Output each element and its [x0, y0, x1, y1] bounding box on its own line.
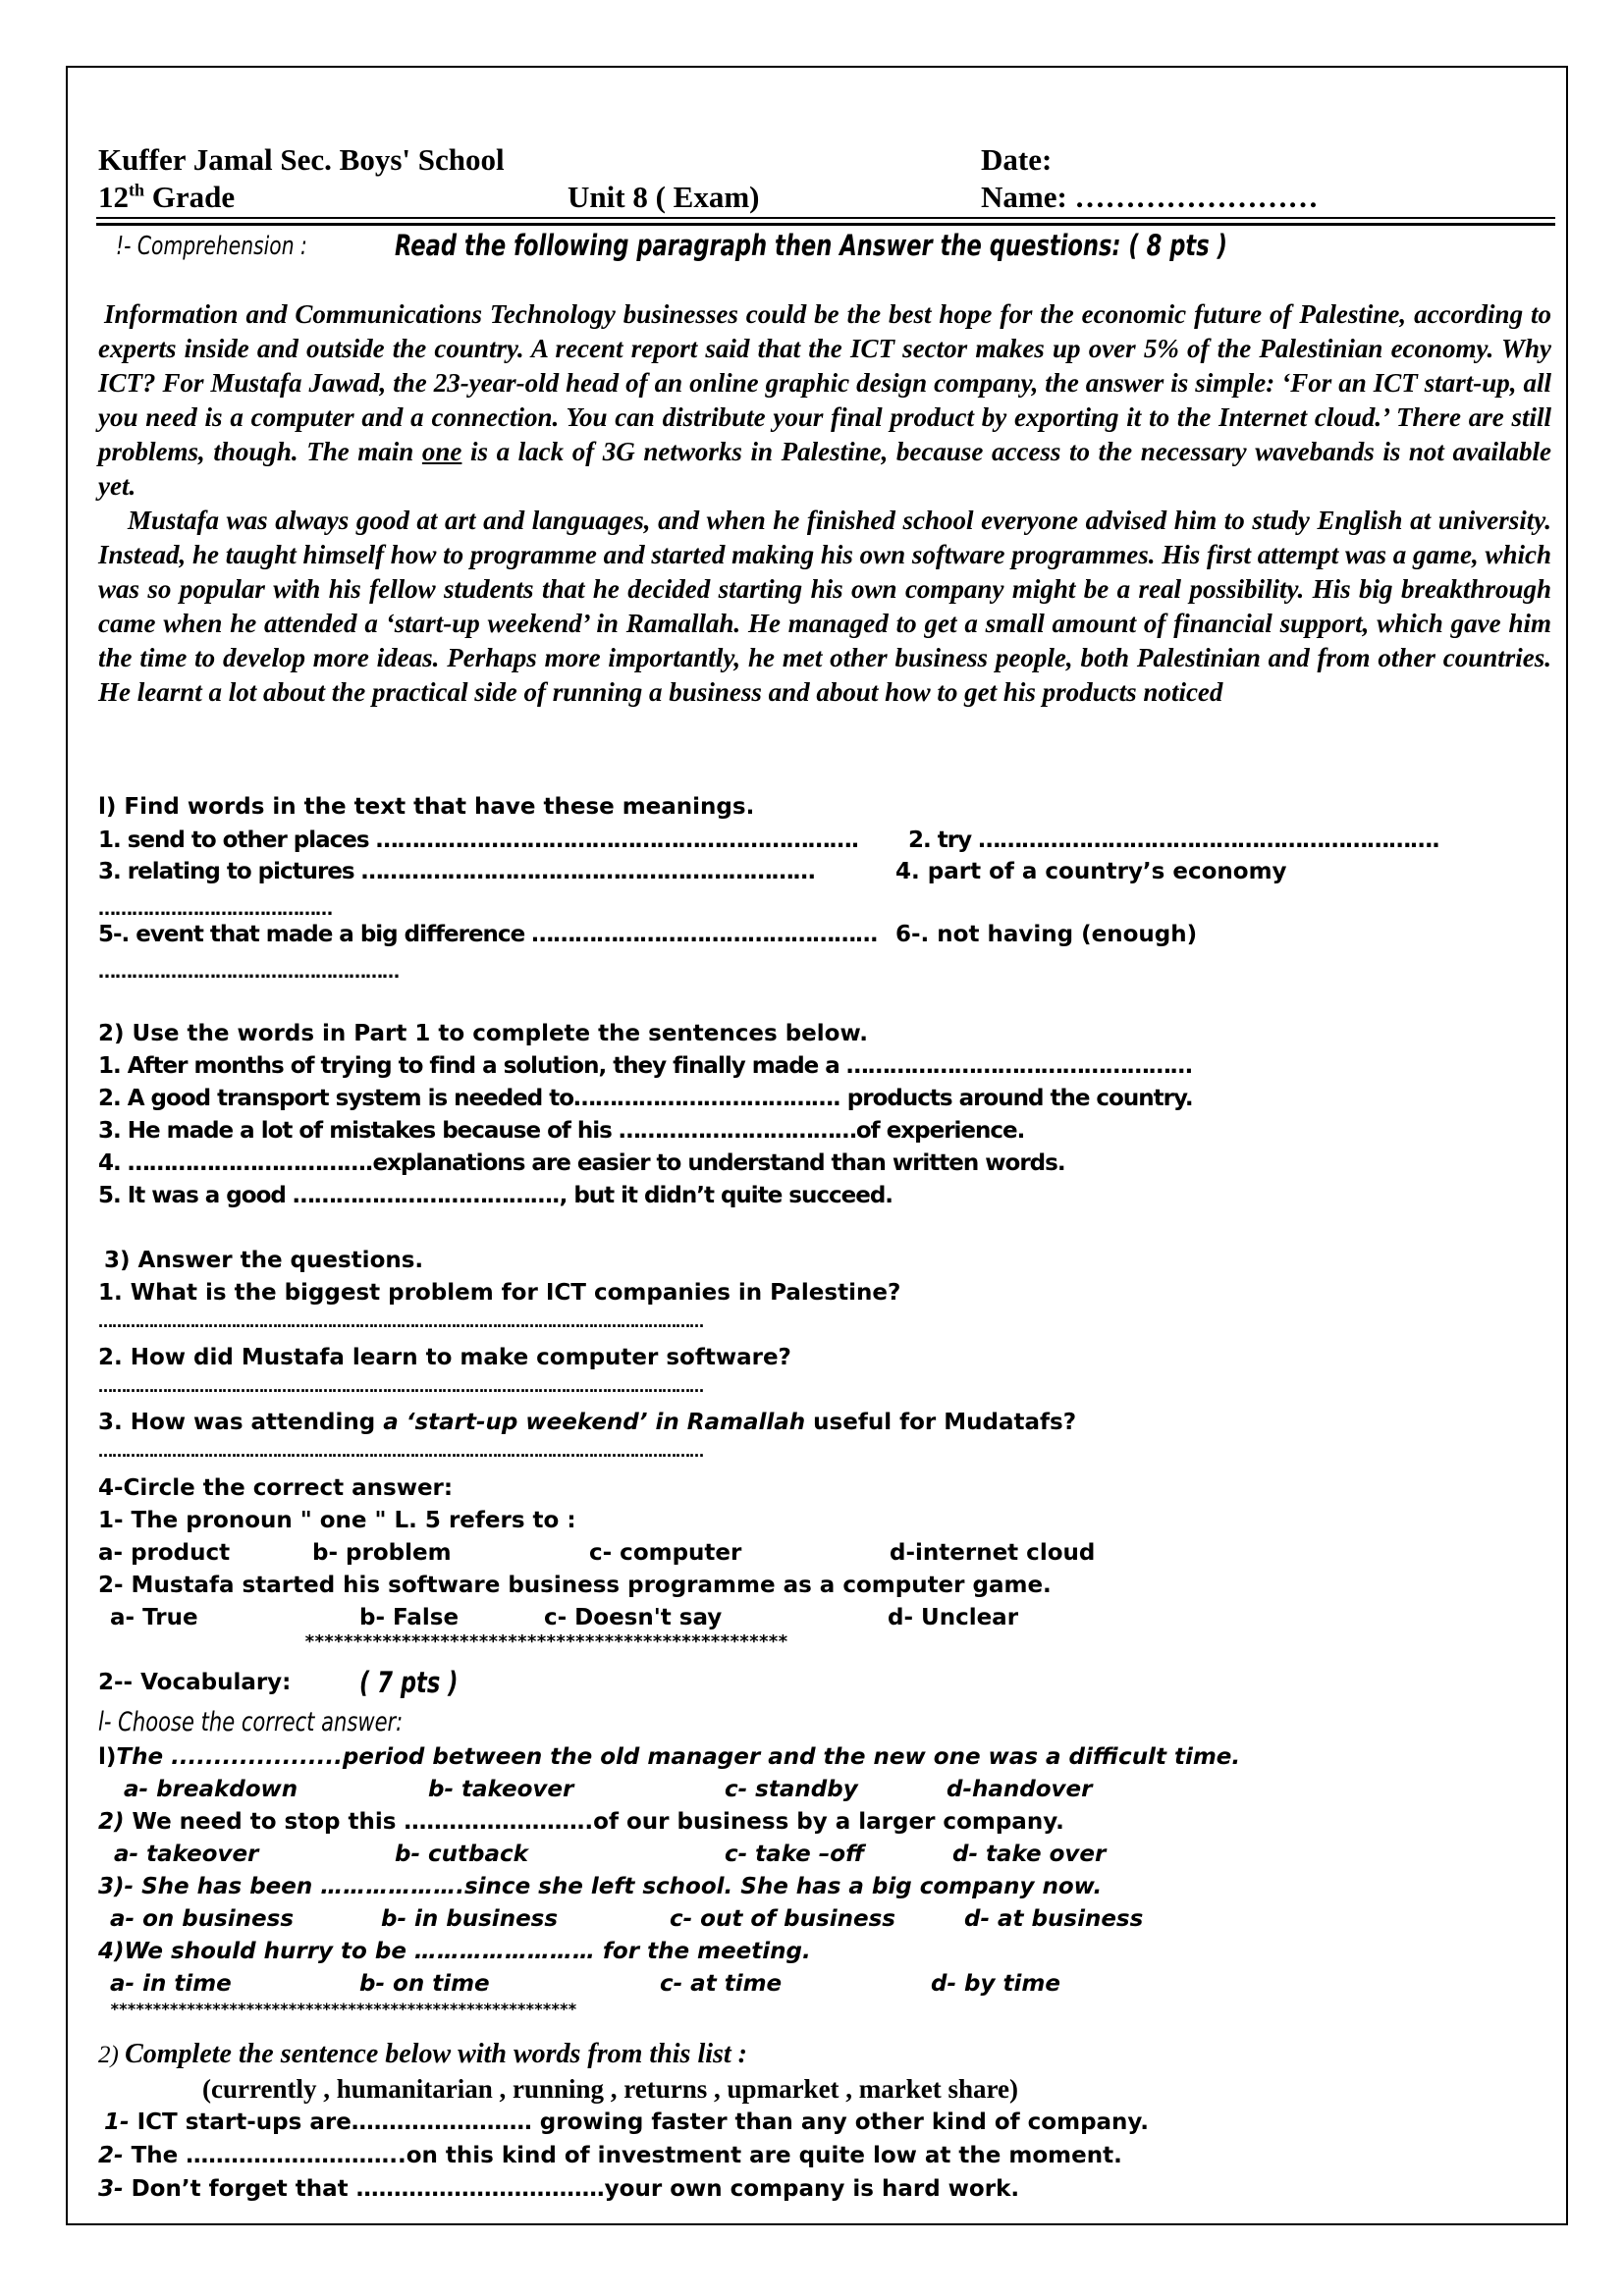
vocab-q2-option-d[interactable]: d- take over: [952, 1842, 1107, 1867]
complete-sentence-1: 1- ICT start-ups are…………………… growing faster than any other kind of company.: [104, 2109, 1150, 2135]
grade-label: 12th Grade: [98, 180, 236, 214]
vocab-q4-option-a[interactable]: a- in time: [110, 1971, 232, 1997]
part3-answer-line-2: ……………………………………………………………………………………………………………………: [98, 1378, 703, 1396]
name-label: Name: ……………………: [981, 180, 1319, 214]
part3-question-3: 3. How was attending a ‘start-up weekend’ in Ramallah useful for Mudatafs?: [98, 1410, 1077, 1435]
part4-question-2: 2- Mustafa started his software business programme as a computer game.: [98, 1573, 1052, 1598]
vocab-q4-option-b[interactable]: b- on time: [359, 1971, 490, 1997]
vocab-question-3: 3)- She has been ……………….since she left school. She has a big company now.: [98, 1874, 1103, 1899]
vocab-q1-option-c[interactable]: c- standby: [725, 1777, 858, 1802]
part4-q1-option-b[interactable]: b- problem: [312, 1540, 452, 1566]
vocab-q2-option-c[interactable]: c- take –off: [725, 1842, 865, 1867]
vocab-q1-option-b[interactable]: b- takeover: [428, 1777, 574, 1802]
part2-sentence-2: 2. A good transport system is needed to………………………………. products around the country.: [98, 1086, 1193, 1111]
part3-question-2: 2. How did Mustafa learn to make computer software?: [98, 1345, 791, 1370]
vocab-q2-option-a[interactable]: a- takeover: [114, 1842, 259, 1867]
vocab-q3-option-d[interactable]: d- at business: [964, 1906, 1144, 1932]
reading-passage: [98, 297, 1551, 710]
vocabulary-label: 2-- Vocabulary:: [98, 1670, 292, 1695]
part1-item-4: 4. part of a country’s economy: [895, 859, 1287, 884]
part4-q2-option-a[interactable]: a- True: [110, 1605, 198, 1630]
vocab-q3-option-c[interactable]: c- out of business: [670, 1906, 895, 1932]
vocab-q3-option-b[interactable]: b- in business: [381, 1906, 559, 1932]
comprehension-instruction: Read the following paragraph then Answer the questions: ( 8 pts ): [395, 229, 1227, 262]
header-rule-thin: [96, 217, 1555, 219]
part3-answer-line-3: ……………………………………………………………………………………………………………………: [98, 1443, 703, 1461]
header-rule-thick: [96, 223, 1555, 226]
part4-q1-option-d[interactable]: d-internet cloud: [890, 1540, 1096, 1566]
date-label: Date:: [981, 142, 1053, 177]
part4-title: 4-Circle the correct answer:: [98, 1475, 454, 1501]
complete-sentence-2: 2- The ………………………..on this kind of investment are quite low at the moment.: [98, 2143, 1122, 2168]
part4-q2-option-d[interactable]: d- Unclear: [888, 1605, 1019, 1630]
part2-sentence-4: 4. …………………………….explanations are easier to understand than written words.: [98, 1150, 1065, 1176]
section-separator-2: *******************************************************: [110, 2000, 576, 2018]
part3-answer-line-1: ……………………………………………………………………………………………………………………: [98, 1313, 703, 1331]
part2-title: 2) Use the words in Part 1 to complete the sentences below.: [98, 1021, 868, 1046]
part1-item-6: 6-. not having (enough): [895, 922, 1198, 947]
part1-item-2: 2. try ……………………………………………………….: [908, 828, 1439, 853]
section-separator-1: **************************************************: [304, 1631, 787, 1652]
part1-item-4-answer-line: ……………………………………: [98, 899, 332, 920]
comprehension-label: !- Comprehension :: [116, 232, 307, 261]
school-name: Kuffer Jamal Sec. Boys' School: [98, 142, 505, 177]
part1-item-1: 1. send to other places ………………………………………………………….: [98, 828, 859, 853]
vocab-q1-option-a[interactable]: a- breakdown: [124, 1777, 298, 1802]
vocab-q3-option-a[interactable]: a- on business: [110, 1906, 295, 1932]
vocabulary-instruction: l- Choose the correct answer:: [98, 1707, 404, 1737]
vocab-q4-option-c[interactable]: c- at time: [660, 1971, 783, 1997]
complete-word-list: (currently , humanitarian , running , returns , upmarket , market share): [202, 2074, 1019, 2104]
vocab-q2-option-b[interactable]: b- cutback: [395, 1842, 528, 1867]
vocab-q1-option-d[interactable]: d-handover: [947, 1777, 1093, 1802]
vocab-q4-option-d[interactable]: d- by time: [931, 1971, 1060, 1997]
passage-paragraph-2: Mustafa was always good at art and languages, and when he finished school everyone advised him to study English at university. Instead, he taught himself how to programme and started making his own software programmes. His first attempt was a game, which was so popular with his fellow students that he decided starting his own company might be a real possibility. His big breakthrough came when he attended a ‘start-up weekend’ in Ramallah. He managed to get a small amount of financial support, which gave him the time to develop more ideas. Perhaps more importantly, he met other business people, both Palestinian and from other countries. He learnt a lot about the practical side of running a business and about how to get his products noticed: [98, 506, 1551, 707]
part1-title: l) Find words in the text that have these meanings.: [98, 794, 755, 820]
part4-q1-option-c[interactable]: c- computer: [589, 1540, 742, 1566]
complete-sentence-3: 3- Don’t forget that ……………………………your own company is hard work.: [98, 2176, 1020, 2202]
part4-question-1: 1- The pronoun " one " L. 5 refers to :: [98, 1508, 576, 1533]
underlined-word-one: one: [421, 437, 462, 466]
part2-sentence-3: 3. He made a lot of mistakes because of his ……………………………of experience.: [98, 1118, 1025, 1144]
part1-item-3: 3. relating to pictures ………………………………………………………: [98, 859, 815, 884]
part3-title: 3) Answer the questions.: [104, 1248, 424, 1273]
vocab-question-4: 4)We should hurry to be …………………… for the meeting.: [98, 1939, 811, 1964]
part4-q2-option-b[interactable]: b- False: [359, 1605, 460, 1630]
vocab-question-2: 2) We need to stop this …………………….of our business by a larger company.: [98, 1809, 1064, 1835]
unit-label: Unit 8 ( Exam): [568, 180, 760, 214]
part4-q1-option-a[interactable]: a- product: [98, 1540, 231, 1566]
complete-title: 2) Complete the sentence below with words from this list :: [98, 2039, 748, 2069]
part1-item-6-answer-line: ………………………………………………: [98, 962, 399, 983]
passage-paragraph-1: Information and Communications Technology businesses could be the best hope for the economic future of Palestine, according to experts inside and outside the country. A recent report said that the ICT sector makes up over 5% of the Palestinian economy. Why ICT? For Mustafa Jawad, the 23-year-old head of an online graphic design company, the answer is simple: ‘For an ICT start-up, all you need is a computer and a connection. You can distribute your final product by exporting it to the Internet cloud.’ There are still problems, though. The main one is a lack of 3G networks in Palestine, because access to the necessary wavebands is not available yet.: [98, 299, 1551, 501]
vocabulary-points: ( 7 pts ): [359, 1666, 459, 1699]
part1-item-5: 5-. event that made a big difference …………………………………………: [98, 922, 878, 947]
vocab-question-1: l)The ....................period between the old manager and the new one was a difficult time.: [98, 1744, 1241, 1770]
part4-q2-option-c[interactable]: c- Doesn't say: [544, 1605, 723, 1630]
part3-question-1: 1. What is the biggest problem for ICT companies in Palestine?: [98, 1280, 901, 1306]
part2-sentence-5: 5. It was a good ………………………………., but it didn’t quite succeed.: [98, 1183, 893, 1208]
part2-sentence-1: 1. After months of trying to find a solution, they finally made a …………………………………………: [98, 1053, 1192, 1079]
